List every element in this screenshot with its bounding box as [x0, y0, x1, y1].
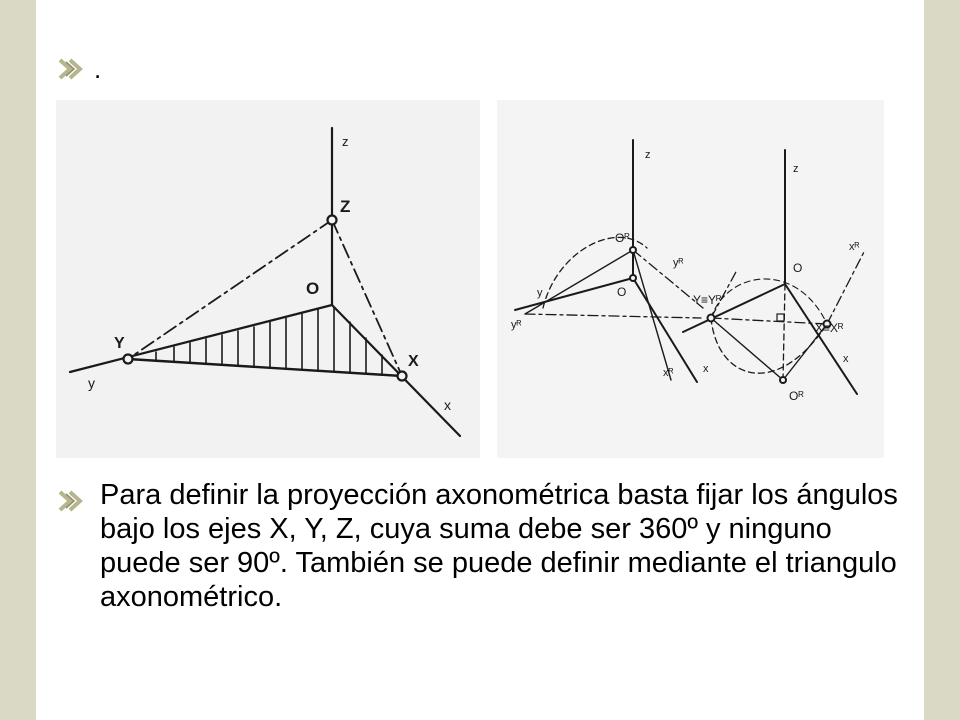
z-axis-label: z: [342, 134, 349, 149]
point-y-label: Y: [114, 335, 125, 352]
or2-label: Oᴿ: [789, 389, 804, 403]
body-paragraph: [58, 478, 918, 614]
x-axis-label: x: [444, 397, 451, 413]
axonometric-triangle-figure: [56, 100, 480, 458]
xr2-label: xᴿ: [849, 241, 860, 253]
axonometric-triangle-drawing: [56, 100, 480, 458]
double-arrow-bullet-icon: [58, 490, 88, 512]
or1-label: Oᴿ: [615, 231, 630, 245]
xr1-label: xᴿ: [663, 367, 674, 379]
paragraph-text: Para definir la proyección axonométrica basta fijar los ángulos bajo los ejes X, Y, Z, cuya suma debe ser 360º y ninguno puede ser 90º. También se puede definir mediante el triangulo axonométrico.: [100, 479, 898, 613]
yr-left-label: yᴿ: [511, 319, 522, 331]
point-x-label: X: [408, 353, 419, 370]
left-decorative-band: [0, 0, 36, 720]
axonometric-rotation-drawing: [497, 100, 884, 458]
top-bullet-line: [58, 54, 101, 84]
point-o-label: O: [306, 279, 320, 298]
z2-label: z: [793, 163, 799, 175]
y-axis-label: y: [88, 375, 95, 391]
x1-label: x: [703, 363, 709, 375]
yr1-label: yᴿ: [673, 257, 684, 269]
y1-label: y: [537, 287, 543, 299]
z1-label: z: [645, 149, 651, 161]
top-line-text: .: [94, 53, 102, 84]
x-eq-xr-label: X≡Xᴿ: [815, 321, 844, 335]
o1-label: O: [617, 285, 627, 299]
o2-label: O: [793, 261, 803, 275]
right-decorative-band: [924, 0, 960, 720]
point-z-label: Z: [340, 197, 351, 216]
y-eq-yr-label: Y≡Yᴿ: [693, 293, 722, 307]
axonometric-rotation-figure: [497, 100, 884, 458]
x2-label: x: [843, 353, 849, 365]
double-arrow-bullet-icon: [58, 58, 88, 80]
